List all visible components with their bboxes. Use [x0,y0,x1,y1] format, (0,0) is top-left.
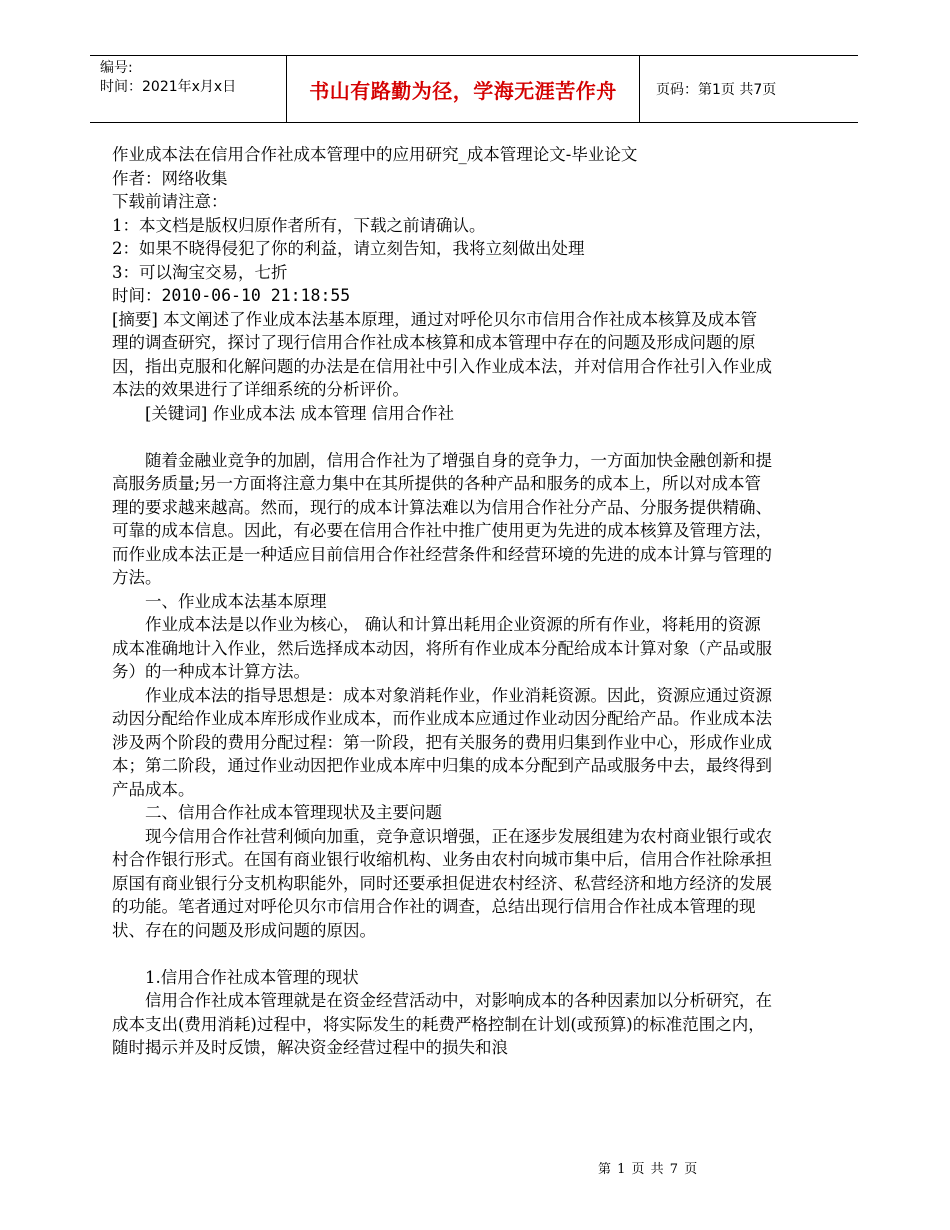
paragraph-gap [112,942,772,966]
page-header [90,55,858,123]
header-meta [100,59,280,97]
document-number-label: 编号: [100,60,133,76]
section-heading-2: 二、信用合作社成本管理现状及主要问题 [145,803,442,822]
document-body [112,143,772,1060]
document-datetime: 时间：2010-06-10 21:18:55 [112,286,351,305]
notice-item-2: 2：如果不晓得侵犯了你的利益，请立刻告知，我将立刻做出处理 [112,239,585,258]
document-time-label: 时间：2021年x月x日 [100,79,237,95]
keywords: [关键词] 作业成本法 成本管理 信用合作社 [145,403,455,423]
body-paragraph: 现今信用合作社营利倾向加重，竞争意识增强，正在逐步发展组建为农村商业银行或农村合作银行形式。在国有商业银行收缩机构、业务由农村向城市集中后，信用合作社除承担原国有商业银行分支机构职能外，同时还要承担促进农村经济、私营经济和地方经济的发展的功能。笔者通过对呼伦贝尔市信用合作社的调查，总结出现行信用合作社成本管理的现状、存在的问题及形成问题的原因。 [112,826,772,940]
intro-paragraph: 随着金融业竞争的加剧，信用合作社为了增强自身的竞争力，一方面加快金融创新和提高服务质量;另一方面将注意力集中在其所提供的各种产品和服务的成本上，所以对成本管理的要求越来越高。然而，现行的成本计算法难以为信用合作社分产品、分服务提供精确、可靠的成本信息。因此，有必要在信用合作社中推广使用更为先进的成本核算及管理方法，而作业成本法正是一种适应目前信用合作社经营条件和经营环境的先进的成本计算与管理的方法。 [112,450,772,587]
abstract: [摘要] 本文阐述了作业成本法基本原理，通过对呼伦贝尔市信用合作社成本核算及成本管理的调查研究，探讨了现行信用合作社成本核算和成本管理中存在的问题及形成问题的原因，指出克服和化解问题的办法是在信用社中引入作业成本法，并对信用合作社引入作业成本法的效果进行了详细系统的分析评价。 [112,309,772,399]
body-paragraph: 作业成本法的指导思想是：成本对象消耗作业，作业消耗资源。因此，资源应通过资源动因分配给作业成本库形成作业成本，而作业成本应通过作业动因分配给产品。作业成本法涉及两个阶段的费用分配过程：第一阶段，把有关服务的费用归集到作业中心，形成作业成本；第二阶段，通过作业动因把作业成本库中归集的成本分配到产品或服务中去，最终得到产品成本。 [112,685,772,799]
section-heading-1: 一、作业成本法基本原理 [145,591,327,611]
page-footer: 第 1 页 共 7 页 [598,1162,699,1177]
body-paragraph: 信用合作社成本管理就是在资金经营活动中，对影响成本的各种因素加以分析研究，在成本支出(费用消耗)过程中，将实际发生的耗费严格控制在计划(或预算)的标准范围之内，随时揭示并及时反馈，解决资金经营过程中的损失和浪 [112,991,772,1057]
notice-item-1: 1：本文档是版权归原作者所有，下载之前请确认。 [112,215,486,235]
document-title: 作业成本法在信用合作社成本管理中的应用研究_成本管理论文-毕业论文 [112,145,638,164]
notice-item-3: 3：可以淘宝交易，七折 [112,262,288,282]
document-author: 作者：网络收集 [112,168,228,188]
body-paragraph: 作业成本法是以作业为核心， 确认和计算出耗用企业资源的所有作业，将耗用的资源成本准确地计入作业，然后选择成本动因，将所有作业成本分配给成本计算对象（产品或服务）的一种成本计算方法。 [112,615,772,681]
header-page-info: 页码：第1页 共7页 [656,82,777,98]
subsection-heading-1: 1.信用合作社成本管理的现状 [145,967,359,987]
header-motto: 书山有路勤为径，学海无涯苦作舟 [286,56,640,122]
paragraph-gap [112,425,772,449]
notice-heading: 下载前请注意： [112,192,228,211]
